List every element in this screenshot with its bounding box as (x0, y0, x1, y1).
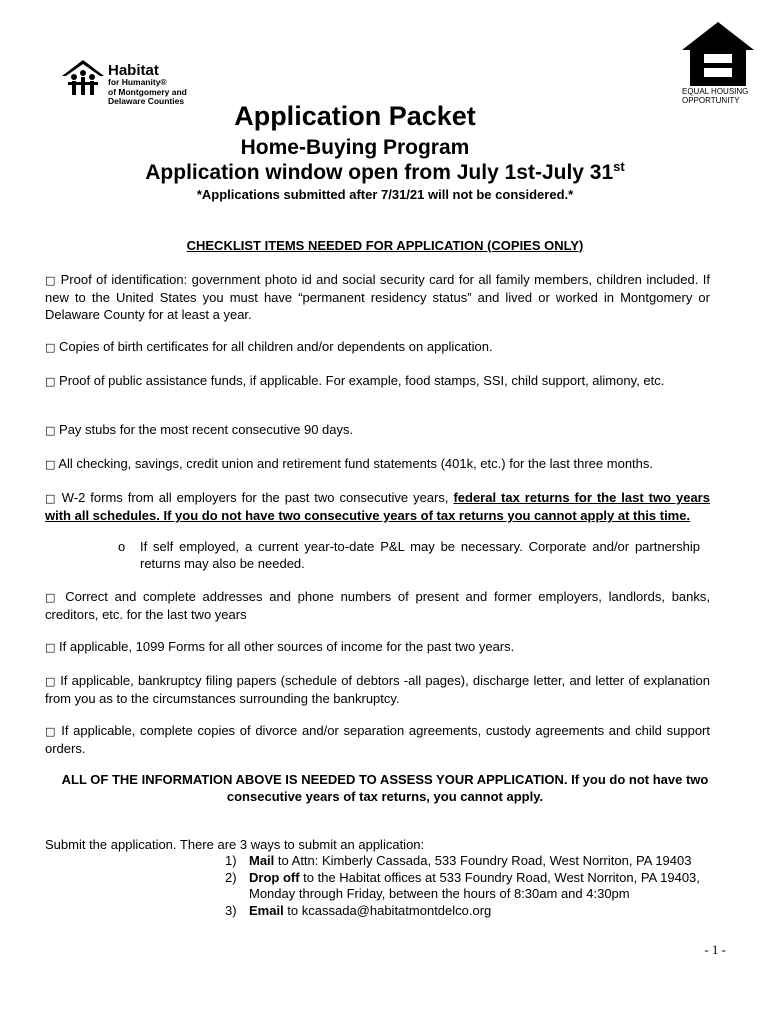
checklist-item: □ Correct and complete addresses and phone numbers of present and former employers, landlords, banks, creditors, etc. for the last two years (45, 589, 710, 622)
checklist-item: □ Copies of birth certificates for all children and/or dependents on application. (45, 339, 493, 354)
checklist-title: CHECKLIST ITEMS NEEDED FOR APPLICATION (COPIES ONLY) (186, 238, 584, 253)
checklist-item: □ If applicable, bankruptcy filing papers (schedule of debtors -all pages), discharge letter, and letter of explanation from you as to the circumstances surrounding the bankruptcy. (45, 673, 710, 706)
application-window: Application window open from July 1st-July 31st (145, 159, 625, 184)
tax-returns-requirement: federal tax returns for the last two years with all schedules. If you do not have two consecutive years of tax returns you cannot apply at this time. (45, 490, 710, 523)
checkbox-icon: □ (45, 591, 59, 604)
submission-methods (225, 853, 735, 919)
equal-housing-logo (680, 20, 756, 110)
checklist-item: □ Pay stubs for the most recent consecutive 90 days. (45, 422, 354, 437)
checkbox-icon: □ (45, 375, 56, 388)
checkbox-icon: □ (45, 675, 56, 688)
equal-housing-house-icon (680, 20, 756, 88)
checklist-item: □ W-2 forms from all employers for the past two consecutive years, federal tax returns for the last two years with all schedules. If you do not have two consecutive years of tax returns you cannot apply at this time. (45, 490, 710, 523)
habitat-logo-subtitle: for Humanity® of Montgomery and Delaware Counties (108, 77, 187, 106)
checklist-item: □ All checking, savings, credit union and retirement fund statements (401k, etc.) for the last three months. (45, 456, 653, 471)
important-notice: ALL OF THE INFORMATION ABOVE IS NEEDED TO ASSESS YOUR APPLICATION. If you do not have two consecutive years of tax returns, you cannot apply. (61, 772, 709, 804)
program-title: Home-Buying Program (240, 136, 470, 159)
checkbox-icon: □ (45, 641, 56, 654)
habitat-logo-name: Habitat (108, 62, 159, 79)
page-number: - 1 - (704, 942, 726, 957)
checkbox-icon: □ (45, 458, 56, 471)
checkbox-icon: □ (45, 341, 56, 354)
checkbox-icon: □ (45, 492, 57, 505)
checklist-item: □ If applicable, 1099 Forms for all other sources of income for the past two years. (45, 639, 515, 654)
email-address: to kcassada@habitatmontdelco.org (283, 902, 492, 918)
deadline-note: *Applications submitted after 7/31/21 will not be considered.* (196, 187, 574, 202)
checkbox-icon: □ (45, 424, 56, 437)
sub-bullet: o (118, 539, 126, 554)
checklist-item: □ Proof of identification: government photo id and social security card for all family members, children included. If new to the United States you must have “permanent residency status” and lived or worked in Montgomery or Delaware County for at least a year. (45, 272, 710, 322)
equal-housing-text: EQUAL HOUSING OPPORTUNITY (682, 87, 749, 105)
checkbox-icon: □ (45, 274, 57, 287)
habitat-house-people-icon (60, 58, 106, 98)
checkbox-icon: □ (45, 725, 57, 738)
checklist-item: □ Proof of public assistance funds, if applicable. For example, food stamps, SSI, child support, alimony, etc. (45, 373, 665, 388)
submission-method: 2) Drop off to the Habitat offices at 533 Foundry Road, West Norriton, PA 19403, Monday through Friday, between the hours of 8:30am and 4:30pm (225, 869, 700, 901)
submit-intro: Submit the application. There are 3 ways to submit an application: (45, 837, 425, 852)
checklist-item: □ If applicable, complete copies of divorce and/or separation agreements, custody agreements and child support orders. (45, 723, 710, 756)
submission-method: 1) Mail to Attn: Kimberly Cassada, 533 Foundry Road, West Norriton, PA 19403 (225, 853, 692, 868)
submission-method: 3) Email to kcassada@habitatmontdelco.org (225, 902, 492, 918)
page-title: Application Packet (234, 101, 476, 131)
